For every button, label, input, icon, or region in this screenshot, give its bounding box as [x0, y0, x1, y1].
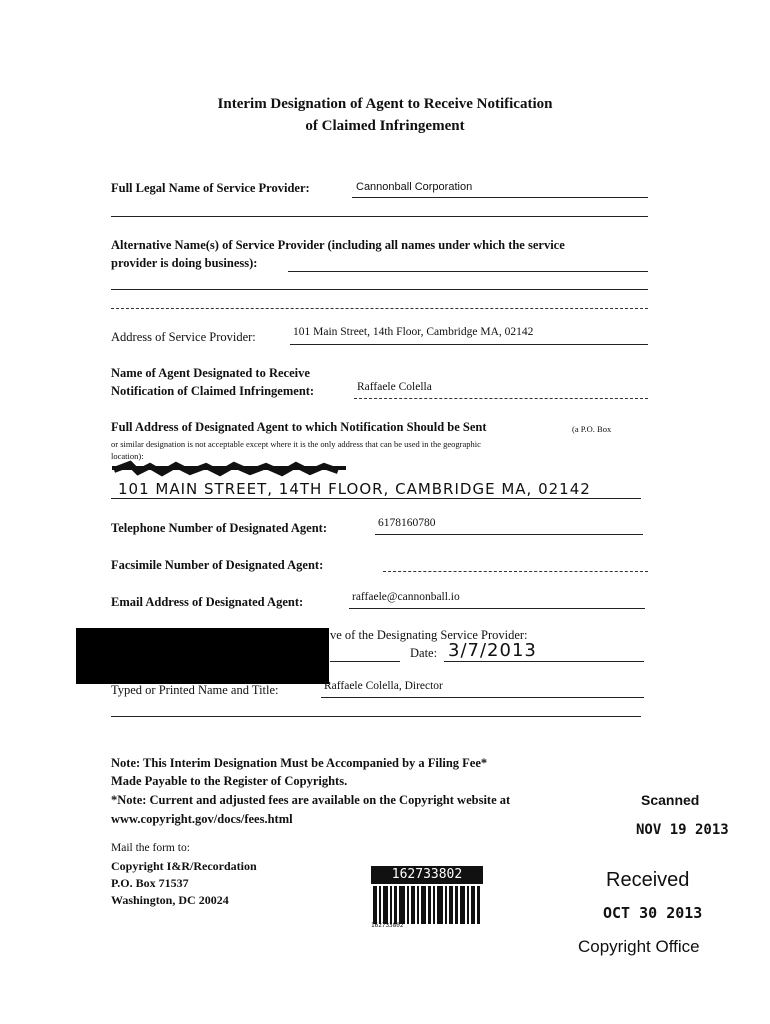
copyright-office-stamp: Copyright Office — [578, 937, 700, 956]
typed-name-label: Typed or Printed Name and Title: — [111, 683, 279, 697]
mail-line-3: Washington, DC 20024 — [111, 893, 229, 907]
crossed-out-text — [110, 458, 350, 480]
email-label: Email Address of Designated Agent: — [111, 595, 304, 609]
email-value: raffaele@cannonball.io — [352, 591, 460, 603]
address-label: Address of Service Provider: — [111, 330, 256, 344]
full-address-line — [111, 498, 641, 499]
agent-name-value: Raffaele Colella — [357, 381, 432, 393]
agent-name-label: Name of Agent Designated to Receive — [111, 366, 310, 380]
page-subtitle: of Claimed Infringement — [305, 118, 465, 134]
legal-name-value: Cannonball Corporation — [356, 181, 473, 193]
date-label: Date: — [410, 646, 438, 660]
mail-line-1: Copyright I&R/Recordation — [111, 859, 257, 873]
note-line-3: *Note: Current and adjusted fees are available on the Copyright website at — [111, 793, 511, 807]
alt-names-line-3 — [111, 308, 648, 309]
scanned-date-stamp: NOV 19 2013 — [636, 822, 729, 838]
fax-line — [383, 571, 648, 572]
note-line-2: Made Payable to the Register of Copyrights. — [111, 774, 348, 788]
full-address-note-3: location): — [111, 451, 144, 461]
legal-name-line-2 — [111, 216, 648, 217]
scanned-stamp: Scanned — [641, 792, 700, 808]
full-address-handwritten: 101 MAIN STREET, 14TH FLOOR, CAMBRIDGE MA, 02142 — [118, 480, 591, 498]
date-value: 3/7/2013 — [448, 640, 537, 661]
telephone-value: 6178160780 — [378, 517, 436, 529]
alt-names-line-2 — [111, 289, 648, 290]
received-date-stamp: OCT 30 2013 — [603, 904, 703, 922]
telephone-label: Telephone Number of Designated Agent: — [111, 521, 327, 535]
received-stamp: Received — [606, 869, 690, 891]
alt-names-line — [288, 271, 648, 272]
redaction-box — [76, 628, 329, 684]
typed-name-value: Raffaele Colella, Director — [324, 680, 443, 692]
mail-line-2: P.O. Box 71537 — [111, 876, 189, 890]
alt-names-label: Alternative Name(s) of Service Provider (including all names under which the service — [111, 238, 565, 252]
agent-name-label-2: Notification of Claimed Infringement: — [111, 384, 315, 398]
typed-name-line-2 — [111, 716, 641, 717]
page-title: Interim Designation of Agent to Receive Notification — [217, 96, 553, 112]
fax-label: Facsimile Number of Designated Agent: — [111, 558, 324, 572]
full-address-note-2: or similar designation is not acceptable except where it is the only address that can be used in the geographic — [111, 439, 481, 449]
email-line — [349, 608, 645, 609]
barcode-icon — [371, 886, 483, 924]
barcode-number: 162733802 — [371, 866, 483, 884]
agent-name-line — [354, 398, 648, 399]
full-address-note: (a P.O. Box — [572, 424, 612, 434]
date-line — [444, 661, 644, 662]
mail-intro: Mail the form to: — [111, 842, 190, 854]
full-address-label: Full Address of Designated Agent to which Notification Should be Sent — [111, 420, 487, 434]
barcode-small-number: 162733802 — [371, 922, 404, 929]
telephone-line — [375, 534, 643, 535]
legal-name-label: Full Legal Name of Service Provider: — [111, 181, 310, 195]
signature-label: ve of the Designating Service Provider: — [330, 628, 528, 642]
note-line-1: Note: This Interim Designation Must be Accompanied by a Filing Fee* — [111, 756, 488, 770]
typed-name-line — [321, 697, 644, 698]
address-value: 101 Main Street, 14th Floor, Cambridge MA, 02142 — [293, 326, 534, 338]
signature-line — [330, 661, 400, 662]
alt-names-label-2: provider is doing business): — [111, 256, 258, 270]
note-fees-url: www.copyright.gov/docs/fees.html — [111, 812, 293, 826]
legal-name-line — [352, 197, 648, 198]
address-line — [290, 344, 648, 345]
